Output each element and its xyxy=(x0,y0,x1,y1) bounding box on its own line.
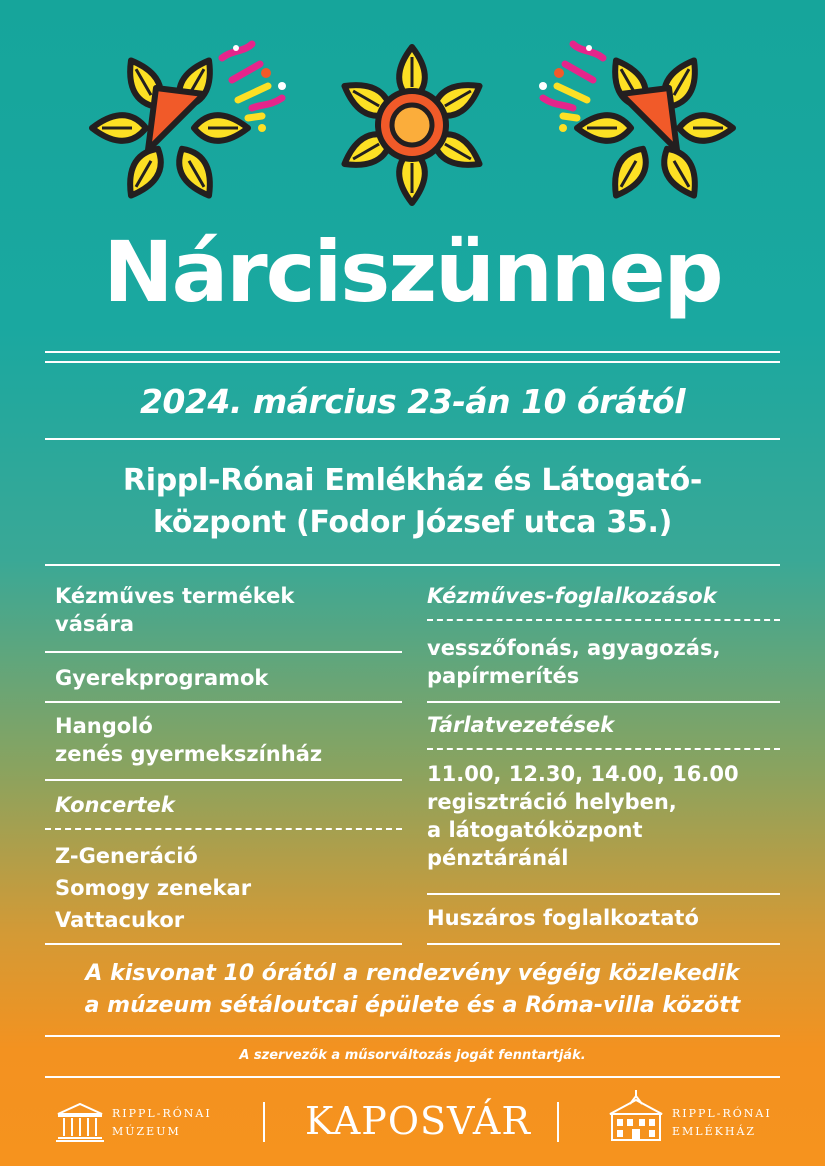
divider xyxy=(45,943,402,945)
venue-line: Rippl-Rónai Emlékház és Látogató- xyxy=(122,463,703,498)
party-popper-flower-icon xyxy=(552,23,758,230)
divider xyxy=(45,351,780,353)
dashed-divider xyxy=(45,828,402,830)
party-popper-flower-icon xyxy=(67,23,273,230)
event-date: 2024. március 23-án 10 órától xyxy=(139,382,686,421)
concert-item: Z-Generáció xyxy=(55,844,198,868)
crafts-list: vesszőfonás, agyagozás, papírmerítés xyxy=(427,636,721,688)
program-item: Kézműves termékek vására xyxy=(55,584,295,636)
divider xyxy=(45,779,402,781)
crafts-heading: Kézműves-foglalkozások xyxy=(427,584,717,608)
program-item: Huszáros foglalkoztató xyxy=(427,906,699,930)
event-venue xyxy=(0,460,825,544)
museum-logo-text: RIPPL-RÓNAI MÚZEUM xyxy=(112,1107,212,1138)
program-item: Gyerekprogramok xyxy=(55,666,269,690)
venue-line: központ (Fodor József utca 35.) xyxy=(152,505,673,540)
footer-divider xyxy=(557,1102,559,1142)
concerts-heading: Koncertek xyxy=(55,793,175,817)
dashed-divider xyxy=(427,748,780,750)
divider xyxy=(45,564,780,566)
program-item: Hangoló zenés gyermekszínház xyxy=(55,714,323,766)
train-note: A kisvonat 10 órától a rendezvény végéig közlekedik a múzeum sétáloutcai épülete és a Róma-villa között xyxy=(84,961,741,1018)
flower-header xyxy=(0,0,825,230)
museum-building-icon xyxy=(56,1102,104,1142)
divider xyxy=(45,1035,780,1037)
memorial-house-icon xyxy=(608,1090,664,1142)
divider xyxy=(45,438,780,440)
daffodil-icon xyxy=(338,47,486,203)
divider xyxy=(45,1076,780,1078)
city-logo: KAPOSVÁR xyxy=(305,1099,531,1143)
page-title: Nárciszünnep xyxy=(103,223,722,321)
divider xyxy=(427,943,780,945)
memorial-logo-text: RIPPL-RÓNAI EMLÉKHÁZ xyxy=(672,1107,772,1138)
dashed-divider xyxy=(427,619,780,621)
footer-divider xyxy=(263,1102,265,1142)
tours-heading: Tárlatvezetések xyxy=(427,713,615,737)
concert-list xyxy=(55,842,251,934)
divider xyxy=(427,701,780,703)
divider xyxy=(45,701,402,703)
divider xyxy=(45,361,780,363)
concert-item: Vattacukor xyxy=(55,908,185,932)
tours-details: 11.00, 12.30, 14.00, 16.00 regisztráció helyben, a látogatóközpont pénztáránál xyxy=(427,762,739,870)
divider xyxy=(427,893,780,895)
divider xyxy=(45,651,402,653)
disclaimer: A szervezők a műsorváltozás jogát fenntartják. xyxy=(239,1048,586,1063)
concert-item: Somogy zenekar xyxy=(55,876,252,900)
